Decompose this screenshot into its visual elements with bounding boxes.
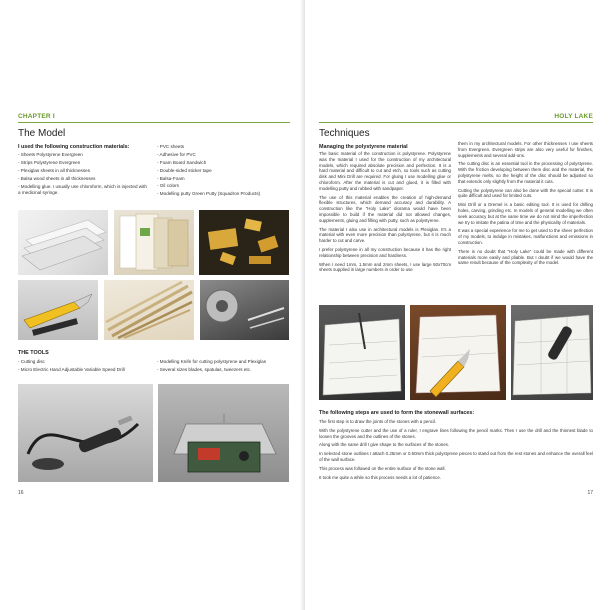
page-number-right: 17 xyxy=(587,490,593,496)
list-item: - Modelling Knife for cutting polystyrene and Plexiglas xyxy=(157,359,267,364)
materials-list-2 xyxy=(157,144,287,199)
photo-putty-pieces xyxy=(199,210,289,275)
balsa-illustration xyxy=(114,210,194,275)
paragraph: Along with the same drill I give shape to the surfaces of the stones. xyxy=(319,442,450,448)
photo-balsa-sheets xyxy=(114,210,194,275)
list-item: - Cutting disc xyxy=(18,359,45,364)
paragraph: The first step is to draw the joints of the stones with a pencil. xyxy=(319,419,437,424)
step-drill-illustration xyxy=(511,305,593,400)
photo-polystyrene-sheets xyxy=(18,210,108,275)
list-item: - PVC sheets xyxy=(157,144,185,149)
paragraph: The cutting disc is an essential tool in the processing of polystyrene. With the friction developing between them disc and the material, the polystyrene melts, so the height of the disc should be adjusted so that extends only slightly from the material it cuts. xyxy=(458,161,593,184)
photo-step-pencil xyxy=(319,305,405,400)
paragraph: With the polystyrene cutter and the use of a ruler, I engrave lines following the pencil marks. Then I use the drill and the thinnest blade to loosen the grooves and the outlines of the stones. xyxy=(319,427,593,439)
paragraph: The material I also use in architectural models is Plexiglas. It's a material with even more precision than polystyrene, but it is much harder to cut and carve. xyxy=(319,226,451,244)
list-item: - Balsa-Foam xyxy=(157,175,185,181)
photo-balsa-strips xyxy=(104,280,194,340)
list-item: - Adhesive for PVC xyxy=(157,151,196,157)
page-title: Techniques xyxy=(319,128,370,139)
tools-list-2 xyxy=(157,359,289,375)
tools-list-1 xyxy=(18,359,148,375)
steps-text xyxy=(319,419,593,483)
text-column-2 xyxy=(458,141,593,269)
paragraph: them in my architectural models. For other thicknesses I use sheets from Evergreen. Evergreen strips are also very useful for finishes, supplements and several add-ons. xyxy=(458,141,593,158)
photo-table-saw xyxy=(158,384,289,482)
list-item: - Modelling glue. I usually use chloroform, which is injected with a medicinal syringe. xyxy=(18,183,147,196)
list-item: - Double-sided sticker tape xyxy=(157,167,212,173)
table-saw-illustration xyxy=(158,384,289,482)
paragraph: Mini Drill or a Dremel is a basic editing tool. It is used for drilling holes, carving, grinding etc. In models of general modelling we often seek accuracy but at the same time we do not mind the imperfection we try to imitate the patina of time and the physicality of materials. xyxy=(458,202,593,225)
photo-step-cutter xyxy=(410,305,506,400)
subheading: Managing the polystyrene material xyxy=(319,144,408,150)
paragraph: When I need 1mm, 1.5mm and 2mm sheets, I use large 50x70cm sheets supplied in large numbers in order to use xyxy=(319,261,451,273)
sheets-illustration xyxy=(18,210,108,275)
paragraph: I prefer polystyrene in all my construction because it has the right relationship between precision and hardness. xyxy=(319,246,451,258)
drill-bits-illustration xyxy=(200,280,289,340)
photo-modelling-knife xyxy=(18,280,98,340)
chapter-label: CHAPTER I xyxy=(18,113,55,120)
header-rule xyxy=(18,122,290,123)
chapter-label: HOLY LAKE xyxy=(554,113,593,120)
list-item: - Modelling putty Green Putty (Squadron Products) xyxy=(157,191,261,197)
micro-drill-illustration xyxy=(18,384,153,482)
materials-list-1 xyxy=(18,152,148,198)
paragraph: Cutting the polystyrene can also be done with the special cutter. It is quite difficult and used for limited cuts. xyxy=(458,187,593,199)
knife-illustration xyxy=(18,280,98,340)
page-title: The Model xyxy=(18,128,66,139)
photo-micro-drill xyxy=(18,384,153,482)
paragraph: There is no doubt that "Holy Lake" could be made with different materials more easily and pliable. But I doubt if we would have the same result because of the complexity of the model. xyxy=(458,248,593,266)
list-item: - Sheets Polystyrene Evergreen xyxy=(18,152,83,157)
paragraph: It was a special experience for me to get used to the sheer perfection of my models, to indulge in mistakes, malfunctions and emissions in construction. xyxy=(458,228,593,245)
list-item: - Balsa wood sheets in all thicknesses xyxy=(18,175,96,181)
paragraph: In selected stone outlines I attach 0.25mm or 0.50mm thick polystyrene pieces to stand out from the rest stones and enhance the overall feel of the wall surface. xyxy=(319,451,593,462)
right-page xyxy=(305,0,610,610)
photo-drill-bits xyxy=(200,280,289,340)
paragraph: The use of this material enables the creation of high-demand flexible structures, which demand accuracy and durability. A construction like the "Holy Lake" diorama would have been impossible to build if the material did not allowed changes, supplements, gluing and filling with putty, such as polystyrene. xyxy=(319,194,451,223)
pieces-illustration xyxy=(199,210,289,275)
header-rule xyxy=(319,122,593,123)
page-number-left: 16 xyxy=(18,490,24,496)
list-item: - Strips Polystyrene Evergreen xyxy=(18,159,81,165)
list-item: - Plexiglas sheets in all thicknesses xyxy=(18,167,91,173)
paragraph: This process was followed on the entire surface of the stone wall. xyxy=(319,465,446,471)
text-column-1 xyxy=(319,151,451,276)
step-pencil-illustration xyxy=(319,305,405,400)
paragraph: It took me quite a while so this process needs a lot of patience. xyxy=(319,474,442,480)
photo-step-drill xyxy=(511,305,593,400)
list-item: - Several sizes blades, spatulas, tweezers etc. xyxy=(157,366,252,372)
materials-heading: I used the following construction materials: xyxy=(18,144,130,150)
step-cutter-illustration xyxy=(410,305,506,400)
steps-heading: The following steps are used to form the stonewall surfaces: xyxy=(319,410,475,416)
list-item: - Foam Board Sandwich xyxy=(157,159,207,165)
list-item: - Micro Electric Hand Adjustable Variable Speed Drill xyxy=(18,366,125,372)
strips-illustration xyxy=(104,280,194,340)
list-item: - Oil colors xyxy=(157,183,179,189)
paragraph: The basic material of the construction is polystyrene. Polystyrene was the material I used for the construction of my architectural models, which required absolute precision and perfection. It is a hard material and difficult to cut and etch, so tools such as cutting disk and Mini Drill are required. For gluing I use modelling glue or chloroform. After the material is cut and glued, it is filled with modelling putty and rubbed with sandpaper. xyxy=(319,151,451,191)
tools-heading: THE TOOLS xyxy=(18,350,49,356)
